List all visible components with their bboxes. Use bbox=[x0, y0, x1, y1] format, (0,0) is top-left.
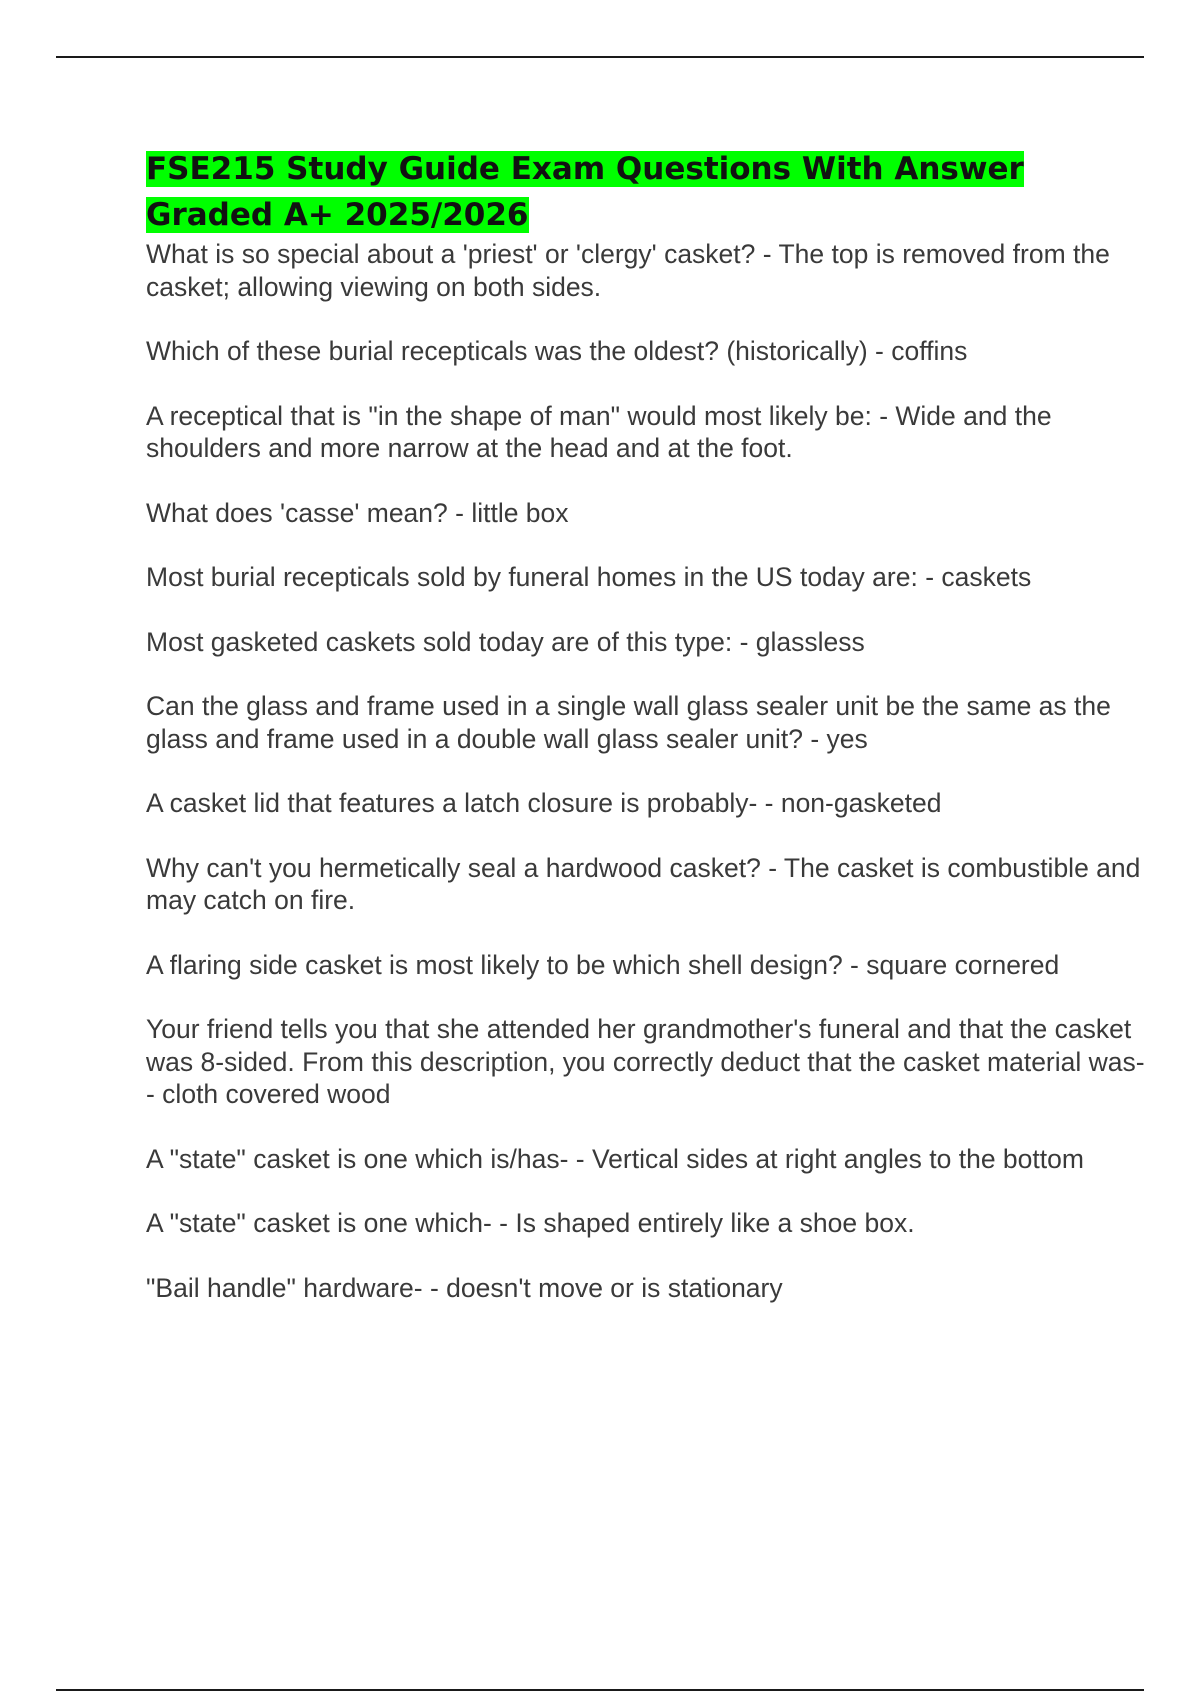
qa-item: Most burial recepticals sold by funeral homes in the US today are: - caskets bbox=[146, 562, 1032, 592]
qa-item: Why can't you hermetically seal a hardwood casket? - The casket is combustible and may catch on fire. bbox=[146, 852, 1141, 915]
qa-item: What does 'casse' mean? - little box bbox=[146, 497, 569, 528]
document-title bbox=[146, 146, 1146, 238]
qa-item: A receptical that is "in the shape of man" would most likely be: - Wide and the shoulders and more narrow at the head and at the foot. bbox=[146, 400, 1052, 463]
bottom-rule bbox=[56, 1689, 1144, 1691]
qa-item: Which of these burial recepticals was the oldest? (historically) - coffins bbox=[146, 336, 968, 366]
qa-item: A "state" casket is one which- - Is shaped entirely like a shoe box. bbox=[146, 1208, 915, 1238]
qa-item: Can the glass and frame used in a single wall glass sealer unit be the same as the glass and frame used in a double wall glass sealer unit? - yes bbox=[146, 691, 1111, 754]
document-title-text: FSE215 Study Guide Exam Questions With Answer Graded A+ 2025/2026 bbox=[146, 151, 1024, 233]
qa-item: What is so special about a 'priest' or 'clergy' casket? - The top is removed from the casket; allowing viewing on both sides. bbox=[146, 239, 1110, 302]
qa-item: Your friend tells you that she attended her grandmother's funeral and that the casket was 8-sided. From this description, you correctly deduct that the casket material was- - cloth covered wood bbox=[146, 1014, 1145, 1109]
top-rule bbox=[56, 56, 1144, 58]
document-body bbox=[146, 146, 1146, 1336]
qa-item: A flaring side casket is most likely to be which shell design? - square cornered bbox=[146, 949, 1060, 980]
qa-item: A "state" casket is one which is/has- - Vertical sides at right angles to the bottom bbox=[146, 1143, 1084, 1174]
qa-item: A casket lid that features a latch closure is probably- - non-gasketed bbox=[146, 788, 942, 818]
qa-item: "Bail handle" hardware- - doesn't move or is stationary bbox=[146, 1272, 783, 1303]
qa-item: Most gasketed caskets sold today are of this type: - glassless bbox=[146, 626, 865, 657]
